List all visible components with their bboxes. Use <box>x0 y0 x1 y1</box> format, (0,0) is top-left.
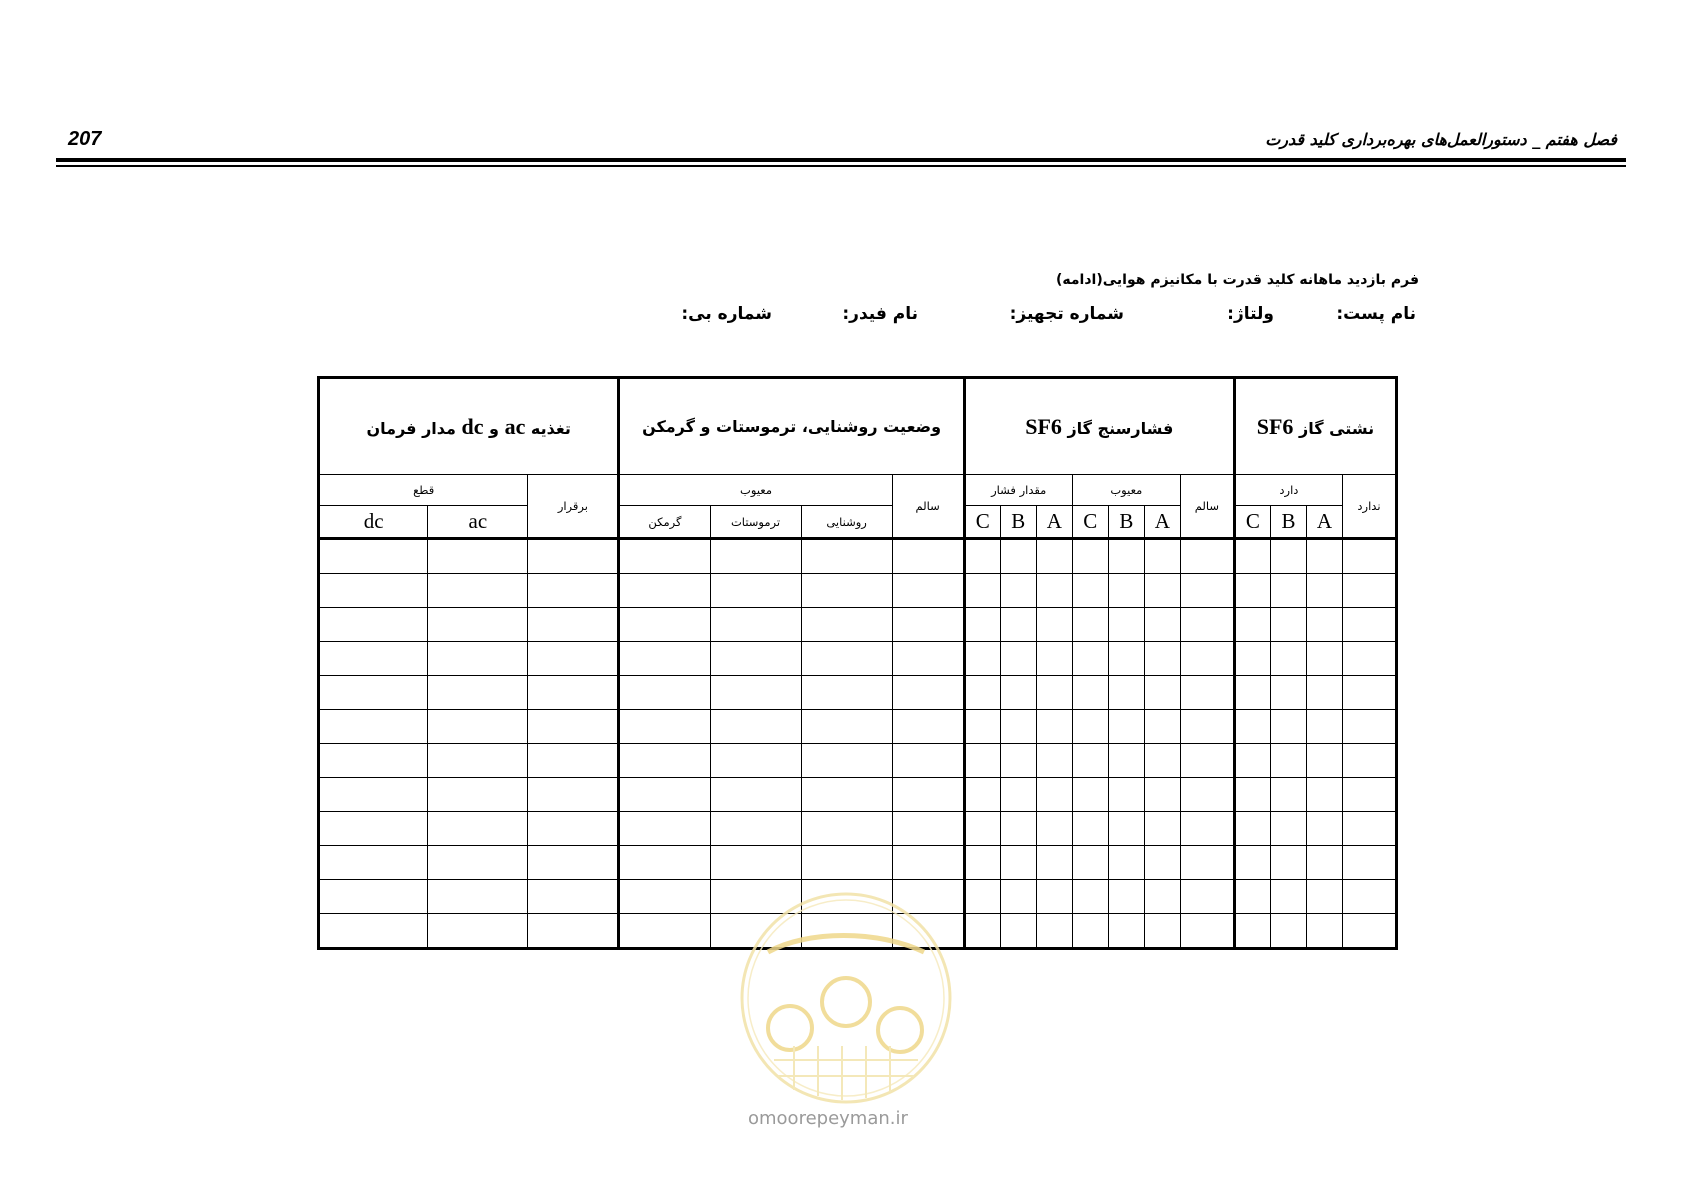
table-cell[interactable] <box>1234 778 1270 812</box>
table-cell[interactable] <box>1234 744 1270 778</box>
header-rule-thick <box>56 158 1626 162</box>
table-cell[interactable] <box>428 846 528 880</box>
table-cell[interactable] <box>619 642 710 676</box>
group-sf6-leak: نشتی گاز SF6 <box>1234 378 1396 475</box>
table-cell[interactable] <box>1234 539 1270 574</box>
table-cell[interactable] <box>801 574 892 608</box>
table-cell[interactable] <box>1108 539 1144 574</box>
table-cell[interactable] <box>1234 676 1270 710</box>
table-cell[interactable] <box>1306 574 1342 608</box>
header-gauge-mayub: معیوب <box>1072 475 1180 506</box>
table-cell[interactable] <box>892 778 964 812</box>
table-cell[interactable] <box>1342 846 1396 880</box>
table-cell[interactable] <box>1234 574 1270 608</box>
table-cell[interactable] <box>964 778 1000 812</box>
table-cell[interactable] <box>619 846 710 880</box>
table-cell[interactable] <box>528 778 619 812</box>
watermark-inner-ring <box>748 900 944 1096</box>
group-sf6-gauge: فشارسنج گاز SF6 <box>964 378 1234 475</box>
table-cell[interactable] <box>892 608 964 642</box>
field-bay-number: شماره بی: <box>681 304 772 324</box>
table-cell[interactable] <box>1270 642 1306 676</box>
table-cell[interactable] <box>1144 914 1180 949</box>
table-cell[interactable] <box>1072 914 1108 949</box>
table-cell[interactable] <box>1270 676 1306 710</box>
table-cell[interactable] <box>710 608 801 642</box>
table-cell[interactable] <box>1000 710 1036 744</box>
table-cell[interactable] <box>1036 642 1072 676</box>
table-cell[interactable] <box>319 778 428 812</box>
table-cell[interactable] <box>710 676 801 710</box>
table-cell[interactable] <box>892 539 964 574</box>
mayub-phase-c: C <box>1072 506 1108 539</box>
header-barqarar: برقرار <box>528 475 619 539</box>
field-equipment-number: شماره تجهیز: <box>1009 304 1124 324</box>
pressure-phase-a: A <box>1036 506 1072 539</box>
running-head: فصل هفتم _ دستورالعمل‌های بهره‌برداری کلید قدرت <box>1265 130 1617 149</box>
header-ac: ac <box>428 506 528 539</box>
table-cell[interactable] <box>801 539 892 574</box>
table-cell[interactable] <box>1180 574 1234 608</box>
table-cell[interactable] <box>1234 846 1270 880</box>
table-cell[interactable] <box>1108 880 1144 914</box>
table-cell[interactable] <box>801 676 892 710</box>
table-cell[interactable] <box>1036 710 1072 744</box>
table-cell[interactable] <box>1144 608 1180 642</box>
table-row <box>319 539 1397 574</box>
leak-phase-c: C <box>1234 506 1270 539</box>
table-cell[interactable] <box>1108 676 1144 710</box>
table-cell[interactable] <box>710 744 801 778</box>
table-cell[interactable] <box>619 676 710 710</box>
table-cell[interactable] <box>964 914 1000 949</box>
table-cell[interactable] <box>1342 744 1396 778</box>
table-cell[interactable] <box>428 778 528 812</box>
table-cell[interactable] <box>801 744 892 778</box>
table-cell[interactable] <box>1000 539 1036 574</box>
table-cell[interactable] <box>1234 914 1270 949</box>
table-cell[interactable] <box>528 642 619 676</box>
table-cell[interactable] <box>1306 608 1342 642</box>
table-cell[interactable] <box>619 812 710 846</box>
table-cell[interactable] <box>1270 880 1306 914</box>
table-row <box>319 846 1397 880</box>
table-cell[interactable] <box>319 608 428 642</box>
pressure-phase-b: B <box>1000 506 1036 539</box>
header-darad: دارد <box>1234 475 1342 506</box>
table-cell[interactable] <box>964 574 1000 608</box>
form-title: فرم بازدید ماهانه کلید قدرت با مکانیزم هوایی(ادامه) <box>1056 272 1419 288</box>
header-pressure-value: مقدار فشار <box>964 475 1072 506</box>
table-cell[interactable] <box>528 744 619 778</box>
table-cell[interactable] <box>428 676 528 710</box>
header-qat: قطع <box>319 475 528 506</box>
header-dc: dc <box>319 506 428 539</box>
table-group-header-row <box>319 378 1397 475</box>
table-cell[interactable] <box>801 846 892 880</box>
table-cell[interactable] <box>528 880 619 914</box>
table-cell[interactable] <box>1036 574 1072 608</box>
header-termostat: ترموستات <box>710 506 801 539</box>
table-cell[interactable] <box>1306 676 1342 710</box>
table-cell[interactable] <box>1072 676 1108 710</box>
table-cell[interactable] <box>1072 642 1108 676</box>
table-cell[interactable] <box>1000 846 1036 880</box>
table-cell[interactable] <box>319 812 428 846</box>
table-cell[interactable] <box>1180 676 1234 710</box>
table-row <box>319 812 1397 846</box>
table-cell[interactable] <box>1180 744 1234 778</box>
table-cell[interactable] <box>1108 744 1144 778</box>
table-cell[interactable] <box>801 778 892 812</box>
table-cell[interactable] <box>428 812 528 846</box>
table-cell[interactable] <box>1036 744 1072 778</box>
table-cell[interactable] <box>619 710 710 744</box>
table-cell[interactable] <box>1072 812 1108 846</box>
header-nadarad: ندارد <box>1342 475 1396 539</box>
table-cell[interactable] <box>1036 880 1072 914</box>
table-cell[interactable] <box>428 914 528 949</box>
watermark-url: omoorepeyman.ir <box>748 1108 908 1129</box>
table-cell[interactable] <box>1144 642 1180 676</box>
table-cell[interactable] <box>1108 914 1144 949</box>
table-cell[interactable] <box>1234 812 1270 846</box>
table-cell[interactable] <box>710 778 801 812</box>
table-cell[interactable] <box>1270 539 1306 574</box>
group-lighting-thermostat-heater: وضعیت روشنایی، ترموستات و گرمکن <box>619 378 964 475</box>
table-cell[interactable] <box>428 710 528 744</box>
table-cell[interactable] <box>892 744 964 778</box>
table-cell[interactable] <box>710 812 801 846</box>
table-cell[interactable] <box>1144 846 1180 880</box>
table-cell[interactable] <box>892 846 964 880</box>
header-lighting-salem: سالم <box>892 475 964 539</box>
table-cell[interactable] <box>1072 539 1108 574</box>
table-cell[interactable] <box>1036 676 1072 710</box>
table-cell[interactable] <box>1000 642 1036 676</box>
table-cell[interactable] <box>1036 846 1072 880</box>
table-cell[interactable] <box>1180 778 1234 812</box>
table-cell[interactable] <box>1270 710 1306 744</box>
table-row <box>319 778 1397 812</box>
table-cell[interactable] <box>428 642 528 676</box>
table-cell[interactable] <box>319 574 428 608</box>
table-cell[interactable] <box>1144 710 1180 744</box>
table-cell[interactable] <box>1144 744 1180 778</box>
table-cell[interactable] <box>1270 812 1306 846</box>
table-cell[interactable] <box>1000 744 1036 778</box>
table-cell[interactable] <box>1180 914 1234 949</box>
table-cell[interactable] <box>528 710 619 744</box>
table-cell[interactable] <box>964 608 1000 642</box>
leak-phase-b: B <box>1270 506 1306 539</box>
table-cell[interactable] <box>1072 880 1108 914</box>
table-row <box>319 608 1397 642</box>
table-cell[interactable] <box>964 880 1000 914</box>
table-cell[interactable] <box>1072 710 1108 744</box>
field-post-name: نام پست: <box>1336 304 1416 324</box>
table-cell[interactable] <box>528 812 619 846</box>
table-cell[interactable] <box>528 914 619 949</box>
table-row <box>319 744 1397 778</box>
table-cell[interactable] <box>1144 539 1180 574</box>
table-cell[interactable] <box>1270 914 1306 949</box>
pressure-phase-c: C <box>964 506 1000 539</box>
table-cell[interactable] <box>1072 778 1108 812</box>
table-cell[interactable] <box>1342 608 1396 642</box>
table-cell[interactable] <box>1234 642 1270 676</box>
table-cell[interactable] <box>319 744 428 778</box>
table-cell[interactable] <box>428 539 528 574</box>
table-cell[interactable] <box>319 710 428 744</box>
table-cell[interactable] <box>1180 710 1234 744</box>
header-roshanaei: روشنایی <box>801 506 892 539</box>
table-cell[interactable] <box>528 846 619 880</box>
table-cell[interactable] <box>1000 676 1036 710</box>
table-cell[interactable] <box>319 676 428 710</box>
table-cell[interactable] <box>892 676 964 710</box>
table-cell[interactable] <box>1306 846 1342 880</box>
table-cell[interactable] <box>428 574 528 608</box>
table-cell[interactable] <box>1144 880 1180 914</box>
table-cell[interactable] <box>1342 539 1396 574</box>
table-cell[interactable] <box>428 744 528 778</box>
table-cell[interactable] <box>319 880 428 914</box>
table-cell[interactable] <box>1108 574 1144 608</box>
table-cell[interactable] <box>964 676 1000 710</box>
table-cell[interactable] <box>1342 710 1396 744</box>
table-cell[interactable] <box>1342 880 1396 914</box>
watermark-swash <box>768 936 924 953</box>
table-cell[interactable] <box>1072 744 1108 778</box>
table-cell[interactable] <box>1108 642 1144 676</box>
table-cell[interactable] <box>1180 880 1234 914</box>
table-cell[interactable] <box>1036 812 1072 846</box>
table-cell[interactable] <box>619 608 710 642</box>
table-cell[interactable] <box>1180 642 1234 676</box>
table-cell[interactable] <box>1306 778 1342 812</box>
table-cell[interactable] <box>801 608 892 642</box>
table-cell[interactable] <box>1000 812 1036 846</box>
watermark-logo <box>738 890 954 1106</box>
table-cell[interactable] <box>1036 608 1072 642</box>
table-cell[interactable] <box>892 710 964 744</box>
table-cell[interactable] <box>710 574 801 608</box>
table-cell[interactable] <box>1306 710 1342 744</box>
table-cell[interactable] <box>1180 846 1234 880</box>
gear-icon <box>768 978 922 1052</box>
table-cell[interactable] <box>892 812 964 846</box>
table-cell[interactable] <box>1306 880 1342 914</box>
table-cell[interactable] <box>1306 744 1342 778</box>
table-cell[interactable] <box>1108 812 1144 846</box>
table-cell[interactable] <box>619 539 710 574</box>
table-cell[interactable] <box>1000 880 1036 914</box>
field-voltage: ولتاژ: <box>1227 304 1274 324</box>
table-cell[interactable] <box>1144 676 1180 710</box>
table-cell[interactable] <box>528 574 619 608</box>
table-cell[interactable] <box>319 539 428 574</box>
table-cell[interactable] <box>319 642 428 676</box>
table-cell[interactable] <box>1306 539 1342 574</box>
table-cell[interactable] <box>892 642 964 676</box>
table-cell[interactable] <box>964 744 1000 778</box>
table-cell[interactable] <box>1306 914 1342 949</box>
table-cell[interactable] <box>1072 608 1108 642</box>
table-cell[interactable] <box>1144 812 1180 846</box>
header-garmkon: گرمکن <box>619 506 710 539</box>
table-cell[interactable] <box>1000 574 1036 608</box>
header-lighting-mayub: معیوب <box>619 475 892 506</box>
table-cell[interactable] <box>1270 744 1306 778</box>
table-cell[interactable] <box>1180 608 1234 642</box>
leak-phase-a: A <box>1306 506 1342 539</box>
table-cell[interactable] <box>1108 608 1144 642</box>
table-cell[interactable] <box>619 880 710 914</box>
table-cell[interactable] <box>1270 608 1306 642</box>
table-cell[interactable] <box>1144 574 1180 608</box>
table-cell[interactable] <box>1306 642 1342 676</box>
table-cell[interactable] <box>1270 846 1306 880</box>
table-cell[interactable] <box>1108 710 1144 744</box>
table-cell[interactable] <box>964 539 1000 574</box>
inspection-table <box>317 376 1398 950</box>
table-cell[interactable] <box>1342 778 1396 812</box>
table-cell[interactable] <box>619 744 710 778</box>
table-cell[interactable] <box>964 846 1000 880</box>
table-cell[interactable] <box>1072 846 1108 880</box>
table-row <box>319 642 1397 676</box>
table-cell[interactable] <box>1000 914 1036 949</box>
mayub-phase-a: A <box>1144 506 1180 539</box>
table-cell[interactable] <box>1072 574 1108 608</box>
table-cell[interactable] <box>1000 778 1036 812</box>
table-cell[interactable] <box>710 642 801 676</box>
table-cell[interactable] <box>1036 778 1072 812</box>
table-cell[interactable] <box>964 812 1000 846</box>
table-cell[interactable] <box>1144 778 1180 812</box>
table-cell[interactable] <box>428 608 528 642</box>
table-cell[interactable] <box>801 812 892 846</box>
table-cell[interactable] <box>1306 812 1342 846</box>
grid-pattern <box>774 1046 918 1100</box>
table-cell[interactable] <box>528 676 619 710</box>
table-cell[interactable] <box>619 778 710 812</box>
table-cell[interactable] <box>1270 778 1306 812</box>
table-cell[interactable] <box>619 574 710 608</box>
header-rule-thin <box>56 165 1626 167</box>
table-cell[interactable] <box>1342 574 1396 608</box>
table-cell[interactable] <box>1108 778 1144 812</box>
table-cell[interactable] <box>710 846 801 880</box>
mayub-phase-b: B <box>1108 506 1144 539</box>
group-control-power: تغذیه ac و dc مدار فرمان <box>319 378 619 475</box>
table-cell[interactable] <box>1234 880 1270 914</box>
table-row <box>319 676 1397 710</box>
table-cell[interactable] <box>1108 846 1144 880</box>
table-cell[interactable] <box>319 914 428 949</box>
table-cell[interactable] <box>528 608 619 642</box>
table-cell[interactable] <box>1000 608 1036 642</box>
table-cell[interactable] <box>619 914 710 949</box>
table-cell[interactable] <box>964 642 1000 676</box>
table-cell[interactable] <box>801 642 892 676</box>
table-cell[interactable] <box>710 539 801 574</box>
table-leaf-header-row <box>319 506 1397 539</box>
table-cell[interactable] <box>710 710 801 744</box>
header-gauge-salem: سالم <box>1180 475 1234 539</box>
table-cell[interactable] <box>528 539 619 574</box>
table-cell[interactable] <box>892 574 964 608</box>
watermark-ring <box>742 894 950 1102</box>
table-subheader-row <box>319 475 1397 506</box>
table-cell[interactable] <box>1342 676 1396 710</box>
table-cell[interactable] <box>319 846 428 880</box>
table-row <box>319 574 1397 608</box>
table-cell[interactable] <box>1342 642 1396 676</box>
table-cell[interactable] <box>1234 608 1270 642</box>
table-cell[interactable] <box>1180 812 1234 846</box>
table-row <box>319 710 1397 744</box>
table-cell[interactable] <box>1180 539 1234 574</box>
page-number: 207 <box>68 128 102 150</box>
table-cell[interactable] <box>964 710 1000 744</box>
table-cell[interactable] <box>1036 539 1072 574</box>
table-cell[interactable] <box>428 880 528 914</box>
field-feeder-name: نام فیدر: <box>842 304 918 324</box>
table-cell[interactable] <box>1234 710 1270 744</box>
table-cell[interactable] <box>1342 812 1396 846</box>
table-cell[interactable] <box>1036 914 1072 949</box>
table-cell[interactable] <box>1342 914 1396 949</box>
table-cell[interactable] <box>1270 574 1306 608</box>
table-cell[interactable] <box>801 710 892 744</box>
